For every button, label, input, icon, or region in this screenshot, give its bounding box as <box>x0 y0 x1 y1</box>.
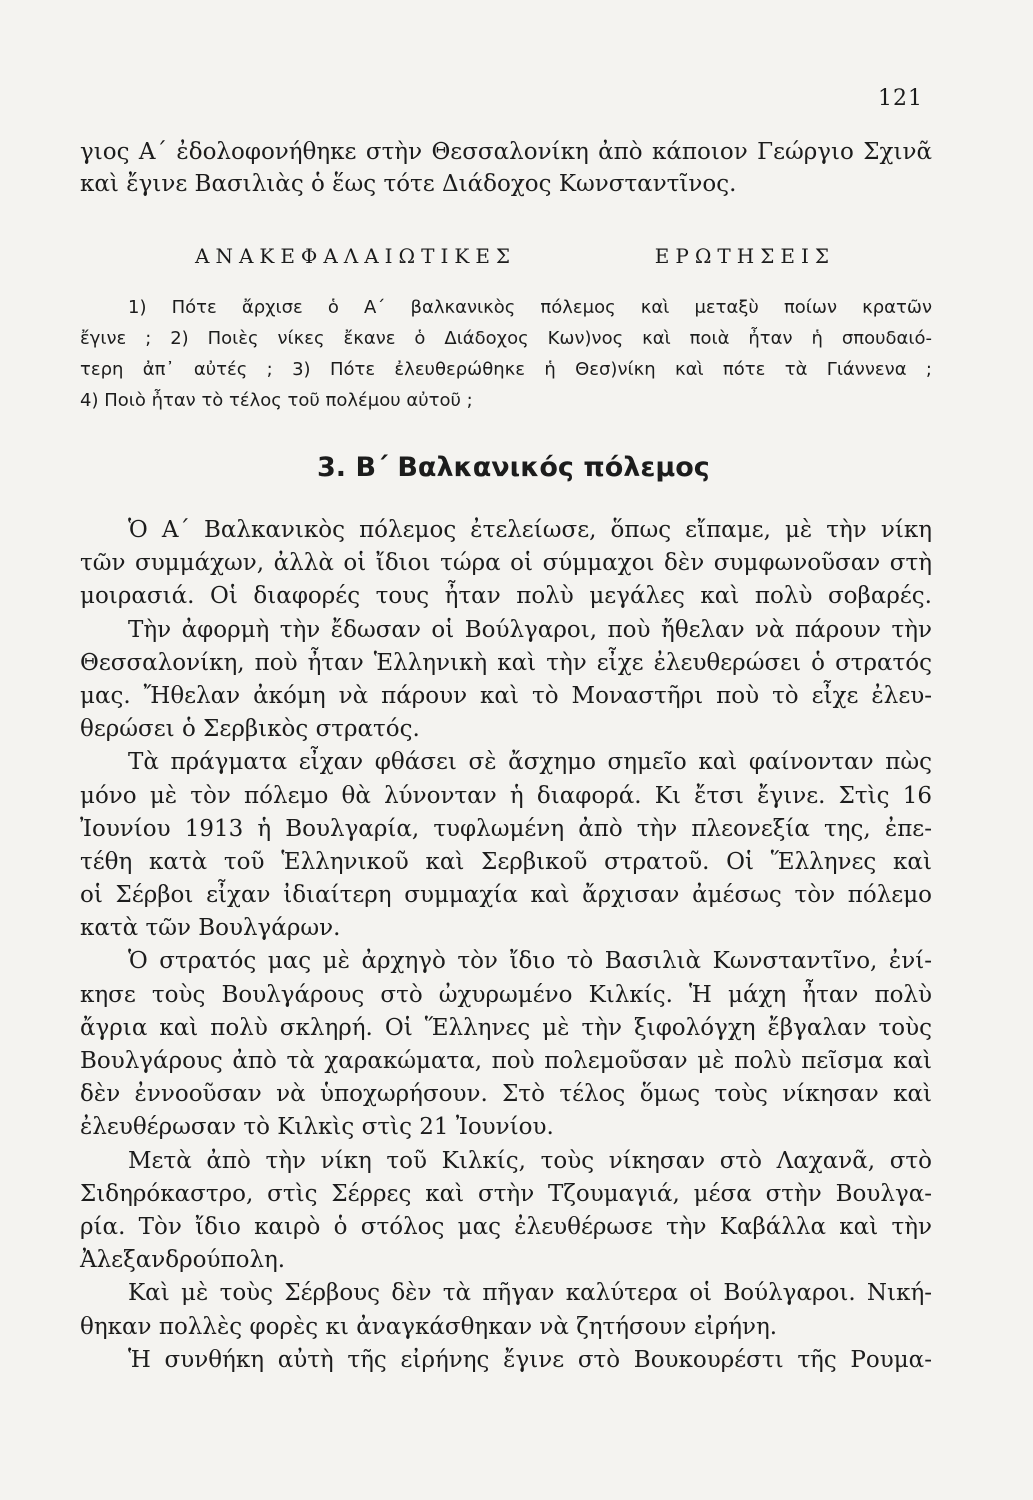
review-questions-heading <box>195 244 835 268</box>
section-title: 3. Β΄ Βαλκανικός πόλεμος <box>317 452 710 483</box>
text-line: Ἀλεξανδρούπολη. <box>80 1247 286 1274</box>
text-line: μας. Ἤθελαν ἀκόμη νὰ πάρουν καὶ τὸ Μοναστῆρι ποὺ τὸ εἶχε ἐλευ- <box>80 682 932 709</box>
text-line: Ὁ στρατός μας μὲ ἀρχηγὸ τὸν ἴδιο τὸ Βασιλιὰ Κωνσταντῖνο, ἐνί- <box>128 948 932 975</box>
text-line: μοιρασιά. Οἱ διαφορές τους ἦταν πολὺ μεγάλες καὶ πολὺ σοβαρές. <box>80 583 932 610</box>
text-line: τῶν συμμάχων, ἀλλὰ οἱ ἴδιοι τώρα οἱ σύμμαχοι δὲν συμφωνοῦσαν στὴ <box>80 550 932 577</box>
text-line: μόνο μὲ τὸν πόλεμο θὰ λύνονταν ἡ διαφορά. Κι ἔτσι ἔγινε. Στὶς 16 <box>80 782 932 809</box>
text-line: δὲν ἐννοοῦσαν νὰ ὑποχωρήσουν. Στὸ τέλος ὅμως τοὺς νίκησαν καὶ <box>80 1081 932 1108</box>
question-line: 4) Ποιὸ ἦταν τὸ τέλος τοῦ πολέμου αὐτοῦ ; <box>80 390 473 411</box>
text-line: Ὁ Α΄ Βαλκανικὸς πόλεμος ἐτελείωσε, ὅπως εἴπαμε, μὲ τὴν νίκη <box>128 517 932 543</box>
text-line: ρία. Τὸν ἴδιο καιρὸ ὁ στόλος μας ἐλευθέρωσε τὴν Καβάλλα καὶ τὴν <box>80 1213 932 1240</box>
text-line: Ἡ συνθήκη αὐτὴ τῆς εἰρήνης ἔγινε στὸ Βουκουρέστι τῆς Ρουμα- <box>128 1346 932 1373</box>
text-line: Θεσσαλονίκη, ποὺ ἦταν Ἑλληνικὴ καὶ τὴν εἶχε ἐλευθερώσει ὁ στρατός <box>80 649 932 676</box>
intro-paragraph <box>80 136 932 200</box>
review-questions <box>80 292 932 416</box>
question-line: τερη ἀπ᾽ αὐτές ; 3) Πότε ἐλευθερώθηκε ἡ Θεσ)νίκη καὶ πότε τὰ Γιάννενα ; <box>80 359 932 380</box>
text-line: καὶ ἔγινε Βασιλιὰς ὁ ἕως τότε Διάδοχος Κωνσταντῖνος. <box>80 171 737 197</box>
text-line: γιος Α΄ ἐδολοφονήθηκε στὴν Θεσσαλονίκη ἀπὸ κάποιον Γεώργιο Σχινᾶ <box>80 139 932 165</box>
text-line: Τὰ πράγματα εἶχαν φθάσει σὲ ἄσχημο σημεῖο καὶ φαίνονταν πὼς <box>128 749 932 776</box>
heading-word: ΑΝΑΚΕΦΑΛΑΙΩΤΙΚΕΣ <box>195 244 517 268</box>
text-line: Βουλγάρους ἀπὸ τὰ χαρακώματα, ποὺ πολεμοῦσαν μὲ πολὺ πεῖσμα καὶ <box>80 1048 932 1074</box>
text-line: κησε τοὺς Βουλγάρους στὸ ὠχυρωμένο Κιλκίς. Ἡ μάχη ἦταν πολὺ <box>80 981 932 1008</box>
text-line: Ἰουνίου 1913 ἡ Βουλγαρία, τυφλωμένη ἀπὸ τὴν πλεονεξία της, ἐπε- <box>80 815 932 842</box>
text-line: ἄγρια καὶ πολὺ σκληρή. Οἱ Ἕλληνες μὲ τὴν ξιφολόγχη ἔβγαλαν τοὺς <box>80 1014 932 1041</box>
page-number: 121 <box>878 86 923 111</box>
question-line: ἔγινε ; 2) Ποιὲς νίκες ἔκανε ὁ Διάδοχος Κων)νος καὶ ποιὰ ἦταν ἡ σπουδαιό- <box>80 328 932 349</box>
text-line: κατὰ τῶν Βουλγάρων. <box>80 915 341 942</box>
text-line: θηκαν πολλὲς φορὲς κι ἀναγκάσθηκαν νὰ ζητήσουν εἰρήνη. <box>80 1313 778 1340</box>
text-line: οἱ Σέρβοι εἶχαν ἰδιαίτερη συμμαχία καὶ ἄρχισαν ἀμέσως τὸν πόλεμο <box>80 882 932 909</box>
text-line: Μετὰ ἀπὸ τὴν νίκη τοῦ Κιλκίς, τοὺς νίκησαν στὸ Λαχανᾶ, στὸ <box>128 1147 932 1174</box>
question-line: 1) Πότε ἄρχισε ὁ Α΄ βαλκανικὸς πόλεμος καὶ μεταξὺ ποίων κρατῶν <box>128 297 932 318</box>
heading-word: ΕΡΩΤΗΣΕΙΣ <box>654 244 835 268</box>
text-line: Τὴν ἀφορμὴ τὴν ἔδωσαν οἱ Βούλγαροι, ποὺ ἤθελαν νὰ πάρουν τὴν <box>128 616 932 643</box>
text-line: ἐλευθέρωσαν τὸ Κιλκὶς στὶς 21 Ἰουνίου. <box>80 1114 554 1141</box>
text-line: τέθη κατὰ τοῦ Ἑλληνικοῦ καὶ Σερβικοῦ στρατοῦ. Οἱ Ἕλληνες καὶ <box>80 848 932 875</box>
text-line: Σιδηρόκαστρο, στὶς Σέρρες καὶ στὴν Τζουμαγιά, μέσα στὴν Βουλγα- <box>80 1180 932 1207</box>
section-body <box>80 514 932 1377</box>
text-line: θερώσει ὁ Σερβικὸς στρατός. <box>80 716 420 743</box>
text-line: Καὶ μὲ τοὺς Σέρβους δὲν τὰ πῆγαν καλύτερα οἱ Βούλγαροι. Νική- <box>128 1280 932 1307</box>
